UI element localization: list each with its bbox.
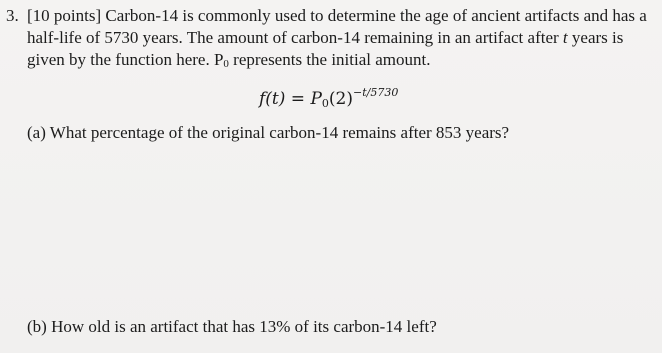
problem-text-part1: [10 points] Carbon-14 is commonly used to determine the age of ancient artifacts and has a half-life of 5730 years. The amount of carbon-14 remaining in an artifact after [27,6,647,47]
question-part-a: (a) What percentage of the original carbon-14 remains after 853 years? [27,123,510,142]
decay-formula [259,81,398,116]
problem-text-part3: represents the initial amount. [228,50,431,69]
formula-base: (2) [328,89,353,109]
p-subscript-zero: 0 [223,58,229,70]
formula-exponent: −t/5730 [352,86,399,99]
formula-lhs: f(t) = P [259,89,322,109]
answer-space-a[interactable] [27,148,647,308]
formula-subscript: 0 [321,97,329,110]
problem-number: 3. [6,6,19,25]
problem-statement [27,5,655,75]
problem-text-part2: years is given by the function here. P [27,28,624,69]
variable-t: t [562,28,568,47]
question-part-b: (b) How old is an artifact that has 13% of its carbon-14 left? [27,317,437,336]
